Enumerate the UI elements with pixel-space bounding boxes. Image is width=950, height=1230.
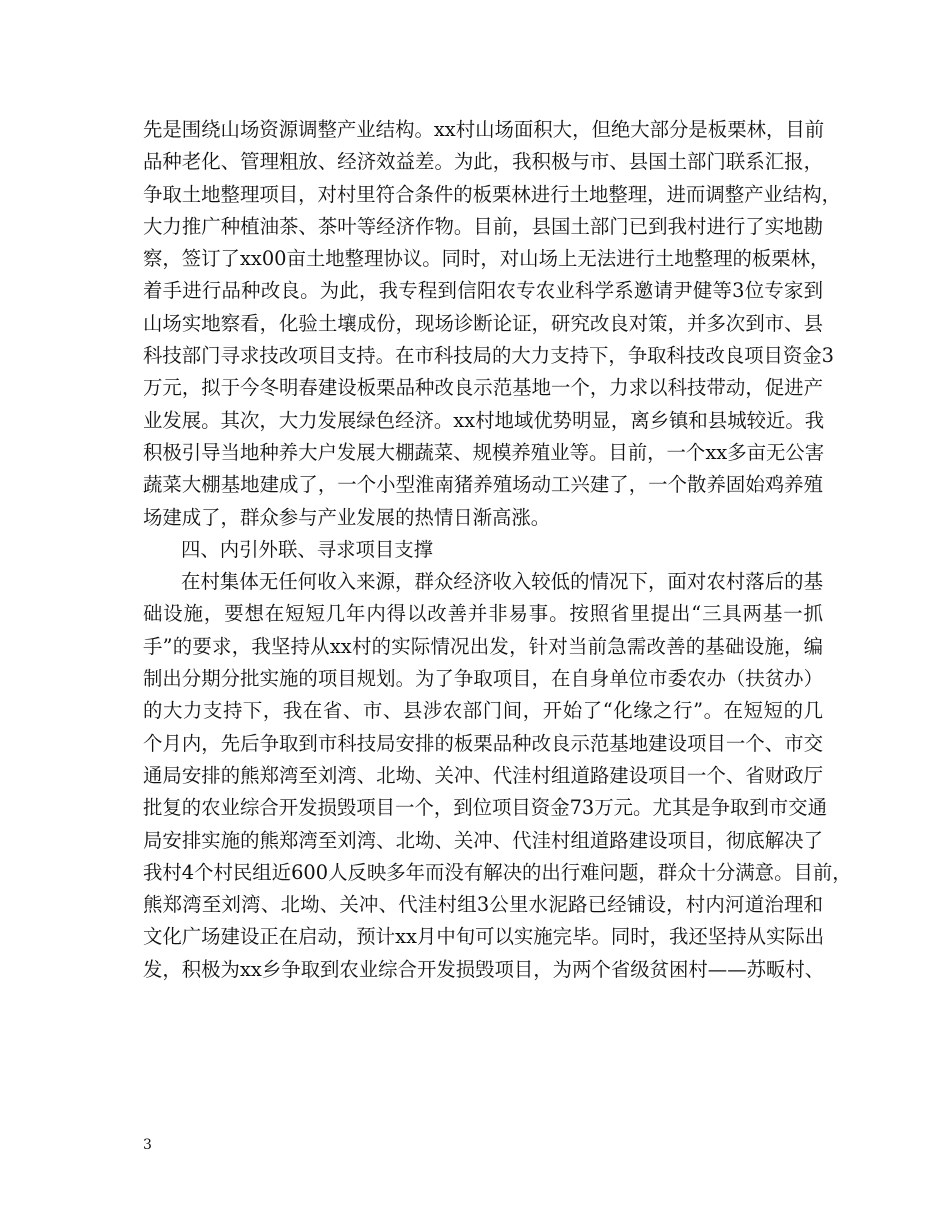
- text-line: 争取土地整理项目，对村里符合条件的板栗林进行土地整理，进而调整产业结构，: [143, 182, 842, 206]
- text-line: 制出分期分批实施的项目规划。为了争取项目，在自身单位市委农办（扶贫办）: [143, 667, 823, 691]
- text-line: 蔬菜大棚基地建成了，一个小型淮南猪养殖场动工兴建了，一个散养固始鸡养殖: [143, 473, 823, 497]
- text-line: 手”的要求，我坚持从xx村的实际情况出发，针对当前急需改善的基础设施，编: [143, 634, 823, 658]
- text-line: 局安排实施的熊郑湾至刘湾、北坳、关冲、代洼村组道路建设项目，彻底解决了: [143, 828, 823, 852]
- text-line: 山场实地察看，化验土壤成份，现场诊断论证，研究改良对策，并多次到市、县: [143, 311, 823, 335]
- text-line: 文化广场建设正在启动，预计xx月中旬可以实施完毕。同时，我还坚持从实际出: [143, 925, 825, 949]
- page-number: 3: [143, 1137, 152, 1153]
- text-line: 础设施，要想在短短几年内得以改善并非易事。按照省里提出“三具两基一抓: [143, 602, 823, 626]
- text-line: 在村集体无任何收入来源，群众经济收入较低的情况下，面对农村落后的基: [181, 570, 823, 594]
- text-line: 科技部门寻求技改项目支持。在市科技局的大力支持下，争取科技改良项目资金3: [143, 344, 835, 368]
- text-line: 通局安排的熊郑湾至刘湾、北坳、关冲、代洼村组道路建设项目一个、省财政厅: [143, 763, 823, 787]
- body-text: [143, 114, 852, 986]
- text-line: 大力推广种植油茶、茶叶等经济作物。目前，县国土部门已到我村进行了实地勘: [143, 214, 823, 238]
- text-line: 业发展。其次，大力发展绿色经济。xx村地域优势明显，离乡镇和县城较近。我: [143, 408, 825, 432]
- text-line: 四、内引外联、寻求项目支撑: [181, 537, 434, 561]
- text-line: 万元，拟于今冬明春建设板栗品种改良示范基地一个，力求以科技带动，促进产: [143, 376, 823, 400]
- text-line: 批复的农业综合开发损毁项目一个，到位项目资金73万元。尤其是争取到市交通: [143, 796, 827, 820]
- text-line: 场建成了，群众参与产业发展的热情日渐高涨。: [143, 505, 551, 529]
- text-line: 着手进行品种改良。为此，我专程到信阳农专农业科学系邀请尹健等3位专家到: [143, 279, 823, 303]
- text-line: 个月内，先后争取到市科技局安排的板栗品种改良示范基地建设项目一个、市交: [143, 731, 823, 755]
- text-line: 先是围绕山场资源调整产业结构。xx村山场面积大，但绝大部分是板栗林，目前: [143, 118, 825, 141]
- text-line: 品种老化、管理粗放、经济效益差。为此，我积极与市、县国土部门联系汇报，: [143, 150, 823, 174]
- text-line: 熊郑湾至刘湾、北坳、关冲、代洼村组3公里水泥路已经铺设，村内河道治理和: [143, 893, 823, 917]
- text-line: 发，积极为xx乡争取到农业综合开发损毁项目，为两个省级贫困村——苏畈村、: [143, 957, 825, 981]
- text-line: 我村4个村民组近600人反映多年而没有解决的出行难问题，群众十分满意。目前，: [143, 860, 852, 884]
- text-line: 察，签订了xx00亩土地整理协议。同时，对山场上无法进行土地整理的板栗林，: [143, 247, 830, 271]
- text-line: 的大力支持下，我在省、市、县涉农部门间，开始了“化缘之行”。在短短的几: [143, 699, 823, 723]
- text-line: 积极引导当地种养大户发展大棚蔬菜、规模养殖业等。目前，一个xx多亩无公害: [143, 440, 825, 464]
